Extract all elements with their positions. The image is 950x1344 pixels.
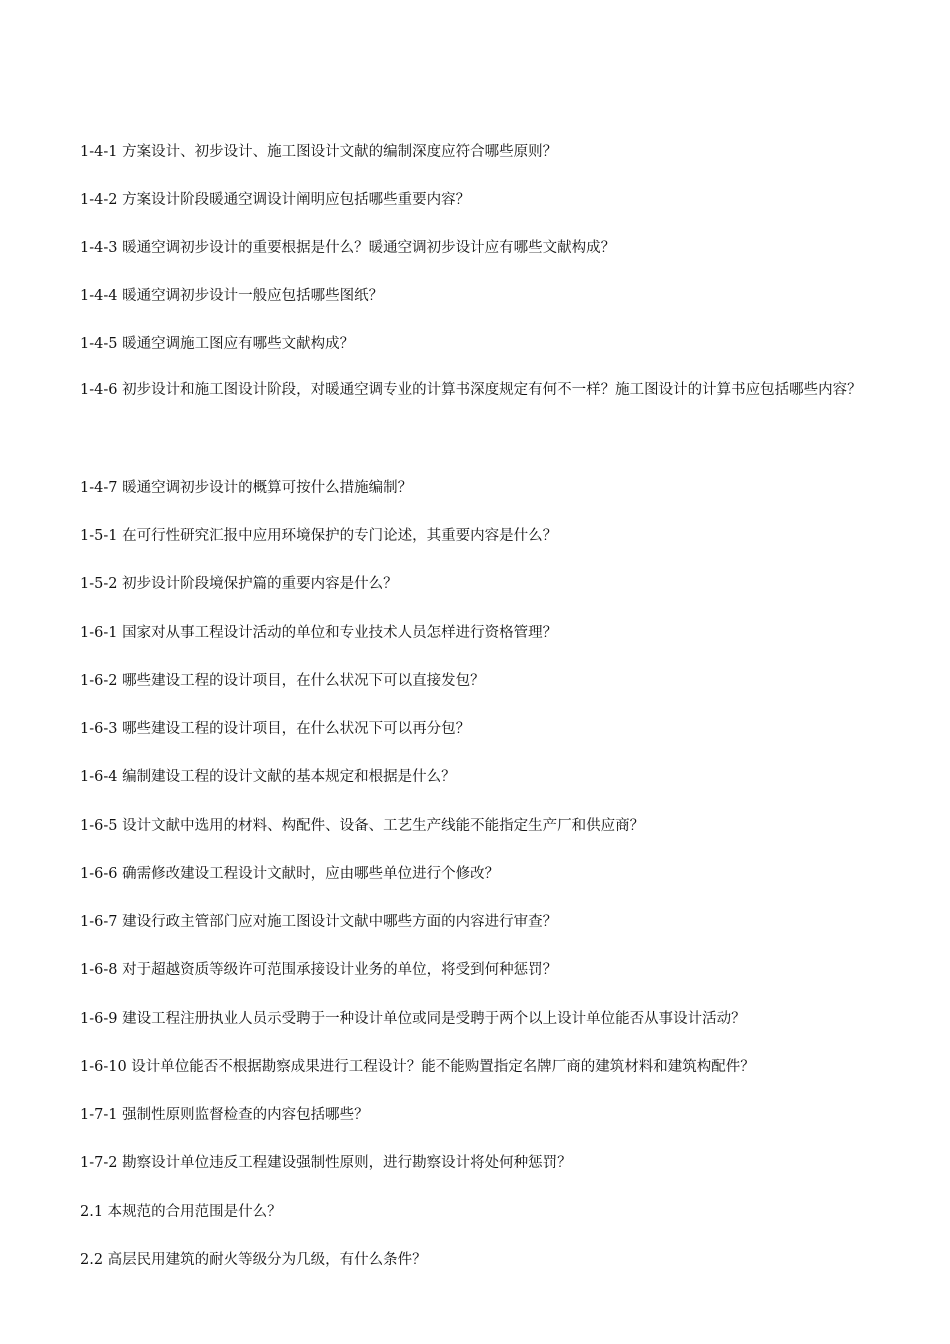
question-1-5-1: 1-5-1 在可行性研究汇报中应用环境保护的专门论述，其重要内容是什么？ [80,528,558,544]
question-1-6-4: 1-6-4 编制建设工程的设计文献的基本规定和根据是什么？ [80,769,456,785]
question-2-2: 2.2 高层民用建筑的耐火等级分为几级，有什么条件？ [80,1252,427,1268]
question-1-6-10: 1-6-10 设计单位能否不根据勘察成果进行工程设计？能不能购置指定名牌厂商的建筑材料和建筑构配件？ [80,1059,755,1075]
question-1-7-2: 1-7-2 勘察设计单位违反工程建设强制性原则，进行勘察设计将处何种惩罚？ [80,1155,572,1171]
question-1-4-7: 1-4-7 暖通空调初步设计的概算可按什么措施编制？ [80,480,413,496]
question-1-6-3: 1-6-3 哪些建设工程的设计项目，在什么状况下可以再分包？ [80,721,471,737]
question-1-4-4: 1-4-4 暖通空调初步设计一般应包括哪些图纸？ [80,288,384,304]
question-1-4-2: 1-4-2 方案设计阶段暖通空调设计阐明应包括哪些重要内容？ [80,192,471,208]
question-1-6-6: 1-6-6 确需修改建设工程设计文献时，应由哪些单位进行个修改？ [80,866,500,882]
question-1-6-2: 1-6-2 哪些建设工程的设计项目，在什么状况下可以直接发包？ [80,673,485,689]
question-1-6-5: 1-6-5 设计文献中选用的材料、构配件、设备、工艺生产线能不能指定生产厂和供应商？ [80,818,645,834]
question-1-4-3: 1-4-3 暖通空调初步设计的重要根据是什么？暖通空调初步设计应有哪些文献构成？ [80,240,616,256]
question-1-4-1: 1-4-1 方案设计、初步设计、施工图设计文献的编制深度应符合哪些原则？ [80,144,558,160]
question-1-7-1: 1-7-1 强制性原则监督检查的内容包括哪些？ [80,1107,369,1123]
question-1-6-8: 1-6-8 对于超越资质等级许可范围承接设计业务的单位，将受到何种惩罚？ [80,962,558,978]
question-1-5-2: 1-5-2 初步设计阶段境保护篇的重要内容是什么？ [80,576,398,592]
question-1-4-5: 1-4-5 暖通空调施工图应有哪些文献构成？ [80,336,355,352]
question-1-4-6: 1-4-6 初步设计和施工图设计阶段，对暖通空调专业的计算书深度规定有何不一样？施工图设计的计算书应包括哪些内容？ [80,382,862,398]
question-2-1: 2.1 本规范的合用范围是什么？ [80,1204,282,1220]
question-1-6-9: 1-6-9 建设工程注册执业人员示受聘于一种设计单位或同是受聘于两个以上设计单位能否从事设计活动？ [80,1011,746,1027]
question-1-6-1: 1-6-1 国家对从事工程设计活动的单位和专业技术人员怎样进行资格管理？ [80,625,558,641]
question-1-6-7: 1-6-7 建设行政主管部门应对施工图设计文献中哪些方面的内容进行审查？ [80,914,558,930]
